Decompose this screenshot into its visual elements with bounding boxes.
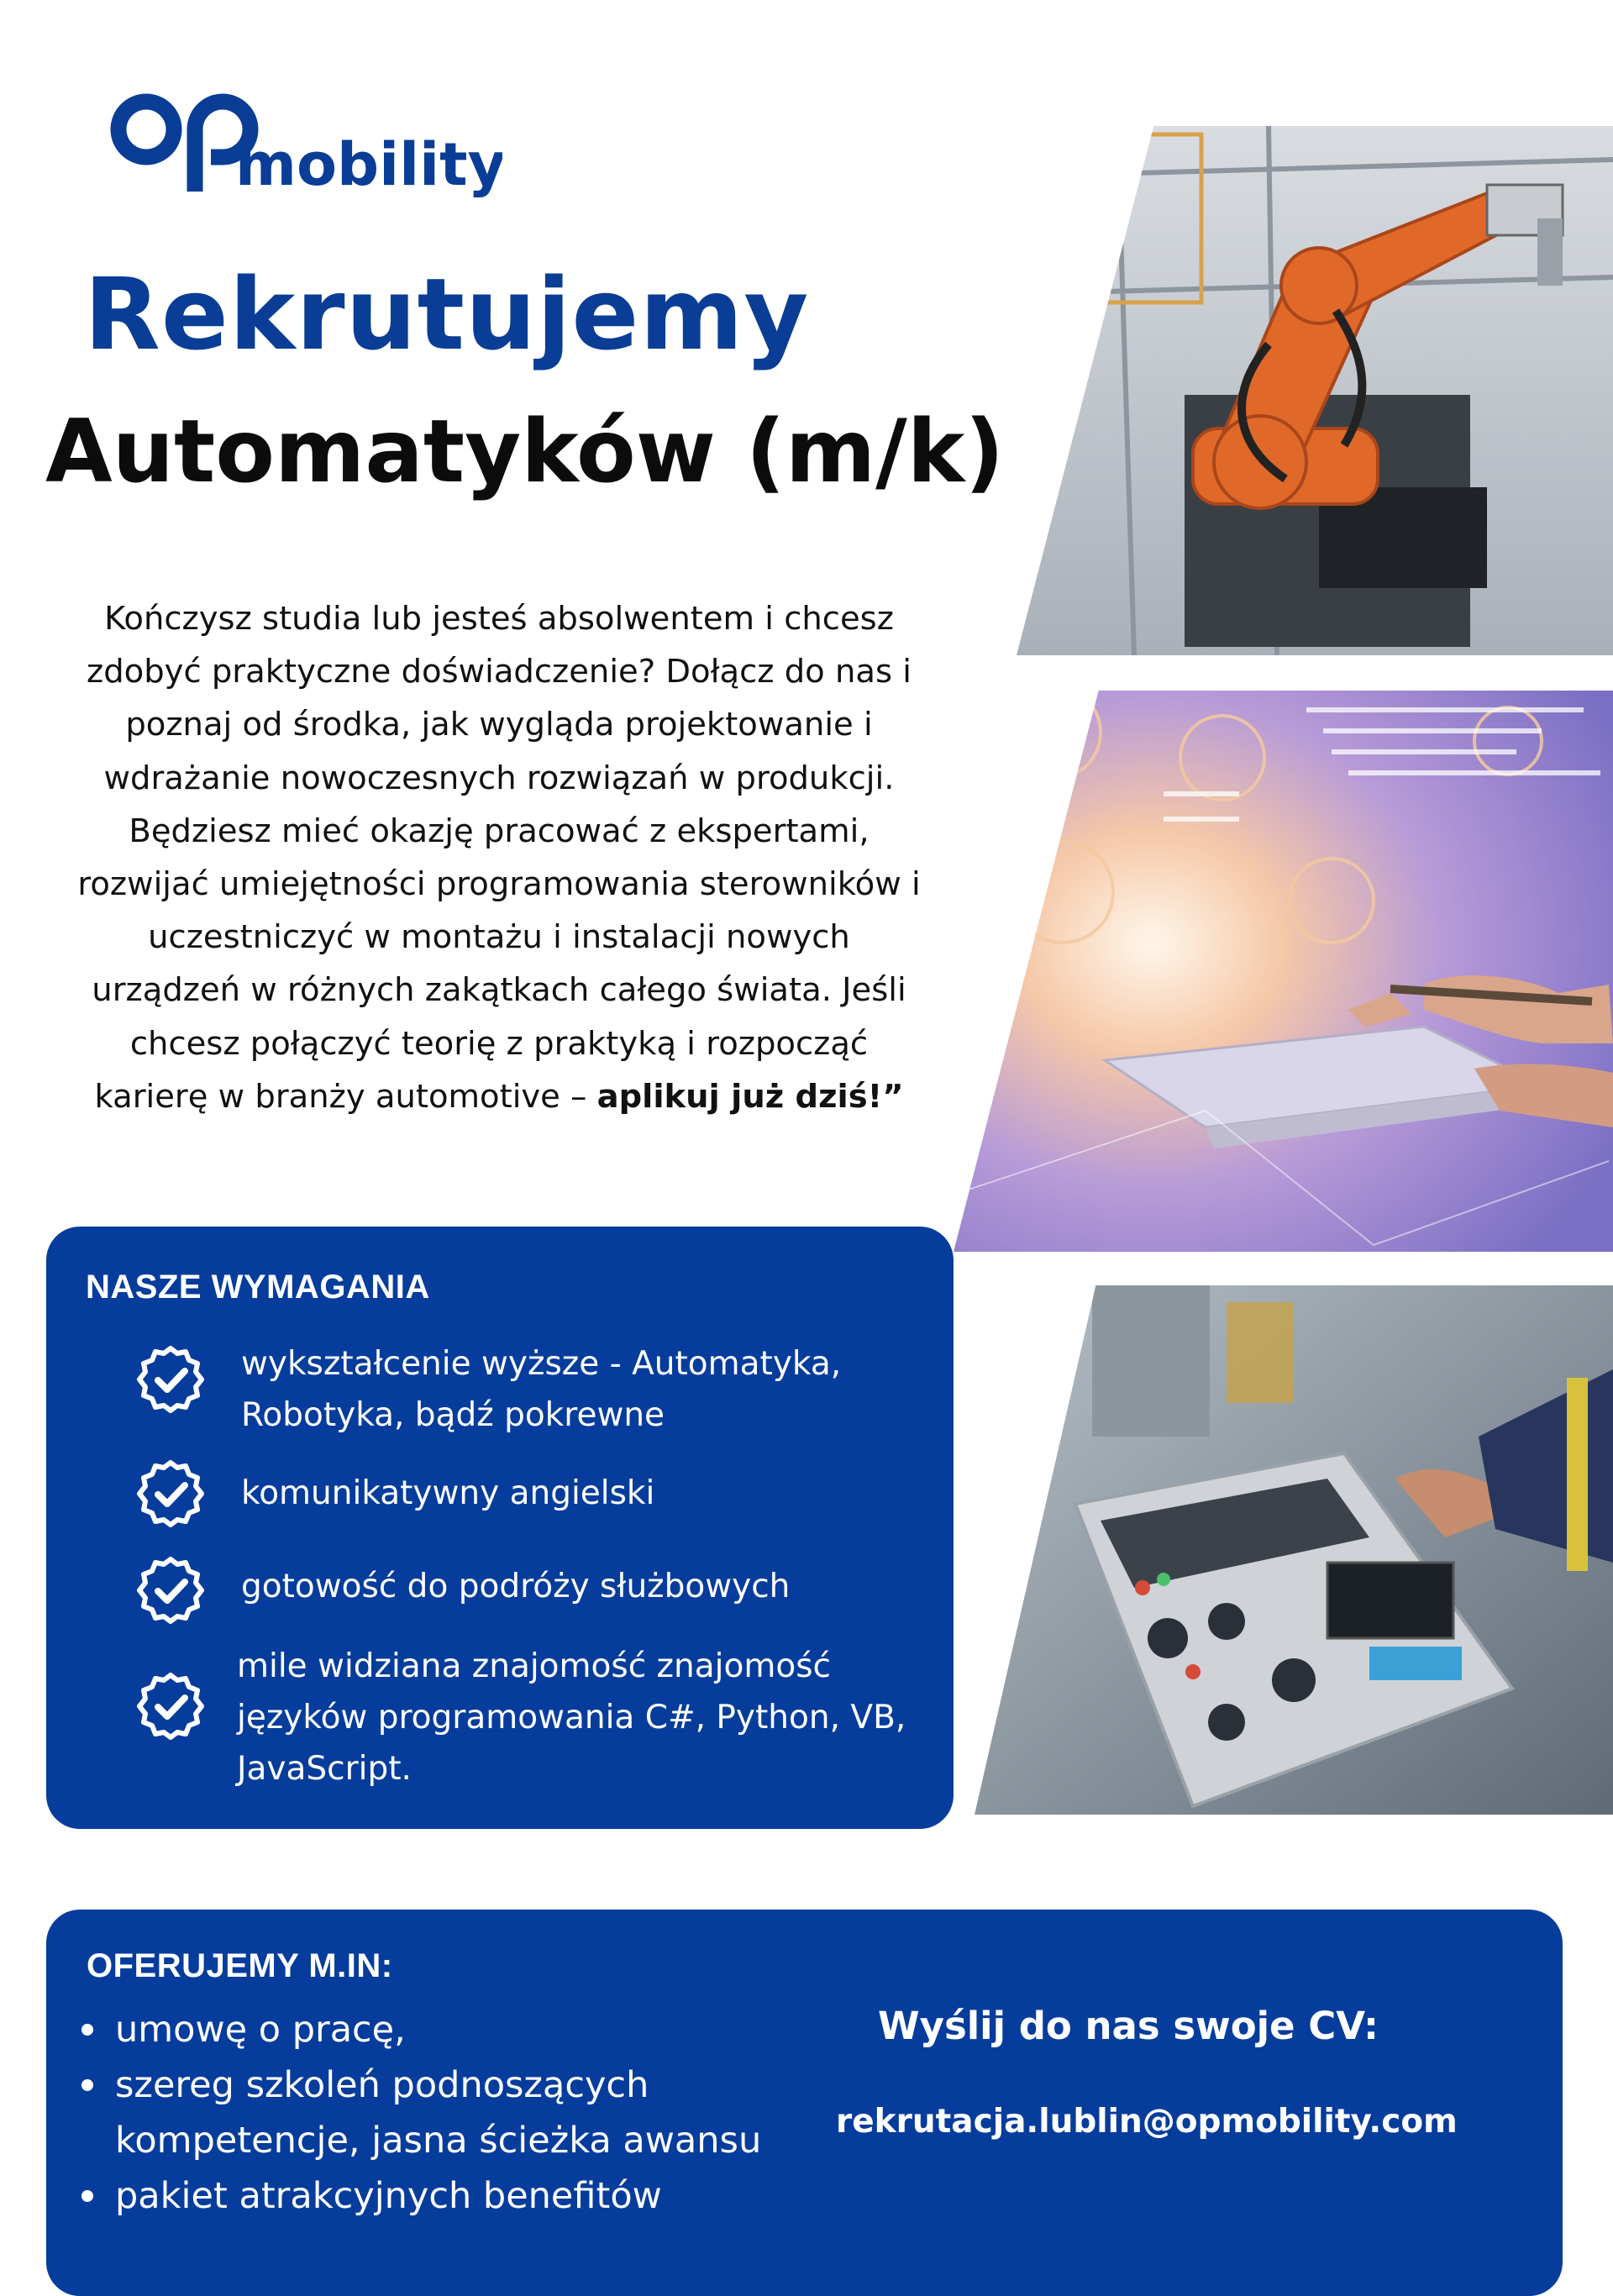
requirement-text: gotowość do podróży służbowych <box>241 1568 791 1605</box>
send-cv-heading: Wyślij do nas swoje CV: <box>878 2004 1379 2048</box>
requirement-text: Robotyka, bądź pokrewne <box>241 1396 665 1434</box>
intro-paragraph <box>37 592 961 1123</box>
offer-text: kompetencje, jasna ścieżka awansu <box>115 2120 762 2162</box>
check-circle-icon <box>136 1459 205 1528</box>
intro-line: zdobyć praktyczne doświadczenie? Dołącz do nas i <box>87 653 912 691</box>
recruitment-email-link[interactable]: rekrutacja.lublin@opmobility.com <box>836 2103 1458 2141</box>
industrial-robot-arm-photo <box>1017 126 1613 655</box>
intro-line-last <box>37 1070 961 1123</box>
requirement-text: komunikatywny angielski <box>241 1474 655 1512</box>
requirement-text: mile widziana znajomość znajomość <box>237 1647 831 1685</box>
offer-heading: OFERUJEMY M.IN: <box>87 1947 393 1984</box>
offer-item <box>71 2168 761 2224</box>
requirements-heading: NASZE WYMAGANIA <box>86 1269 430 1306</box>
apply-call-to-action: aplikuj już dziś!” <box>596 1077 904 1116</box>
laptop-automation-hologram-photo <box>954 691 1613 1252</box>
offer-list <box>71 2002 761 2224</box>
intro-line: rozwijać umiejętności programowania sterowników i <box>77 865 921 904</box>
check-circle-icon <box>136 1672 205 1741</box>
bullet-icon <box>81 2024 93 2036</box>
requirements-section <box>46 1227 954 1829</box>
machine-control-panel-photo <box>975 1285 1613 1815</box>
intro-line: wdrażanie nowoczesnych rozwiązań w produkcji. <box>103 759 895 797</box>
offer-text: szereg szkoleń podnoszących <box>115 2064 649 2106</box>
offer-text: pakiet atrakcyjnych benefitów <box>115 2175 662 2217</box>
intro-line: poznaj od środka, jak wygląda projektowanie i <box>125 706 873 744</box>
logo-text: mobility <box>235 130 502 199</box>
bullet-icon <box>81 2190 93 2202</box>
bullet-icon <box>81 2079 93 2091</box>
page-title: Rekrutujemy <box>84 256 810 372</box>
job-title: Automatyków (m/k) <box>45 402 1005 502</box>
opmobility-logo <box>108 91 502 208</box>
intro-line: uczestniczyć w montażu i instalacji nowych <box>148 918 850 957</box>
intro-line: Kończysz studia lub jesteś absolwentem i chcesz <box>104 600 894 638</box>
intro-line: Będziesz mieć okazję pracować z ekspertami, <box>129 812 870 850</box>
offer-item <box>71 2057 761 2168</box>
check-circle-icon <box>136 1345 205 1414</box>
requirement-text: języków programowania C#, Python, VB, <box>237 1699 906 1736</box>
requirement-text: wykształcenie wyższe - Automatyka, <box>241 1345 842 1383</box>
intro-line: chcesz połączyć teorię z praktyką i rozpocząć <box>129 1024 869 1063</box>
intro-last-text: karierę w branży automotive – <box>94 1077 597 1116</box>
offer-text: umowę o pracę, <box>115 2009 406 2051</box>
intro-line: urządzeń w różnych zakątkach całego świata. Jeśli <box>92 971 906 1010</box>
offer-item <box>71 2002 761 2057</box>
check-circle-icon <box>136 1556 205 1625</box>
requirement-text: JavaScript. <box>237 1750 412 1788</box>
offer-section <box>46 1910 1563 2296</box>
